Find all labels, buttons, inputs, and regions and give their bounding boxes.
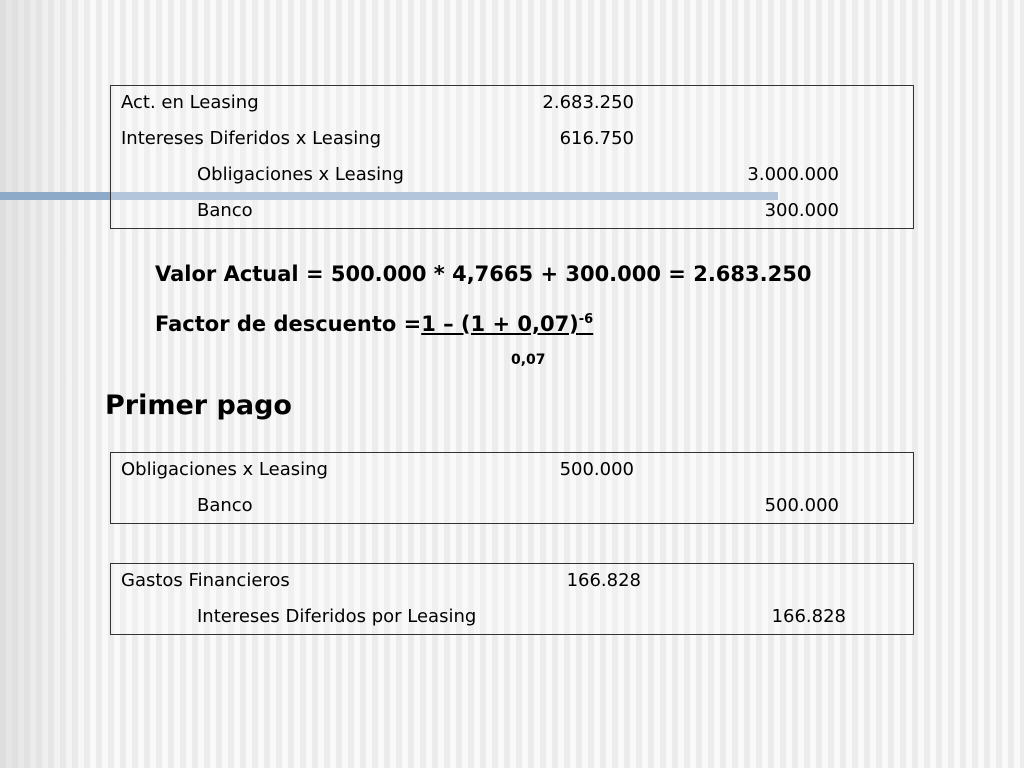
- entry-debit-amount: 166.828: [566, 570, 641, 591]
- entry-account: Intereses Diferidos por Leasing: [197, 606, 477, 627]
- entry-debit-amount: 2.683.250: [542, 92, 634, 113]
- discount-factor-formula: [155, 312, 593, 336]
- journal-entry-initial: [110, 85, 914, 229]
- discount-factor-denominator: 0,07: [511, 352, 546, 368]
- discount-factor-numerator: [421, 312, 593, 336]
- journal-entry-first-payment: [110, 452, 914, 524]
- entry-debit-amount: 616.750: [559, 128, 634, 149]
- entry-credit-amount: 3.000.000: [747, 164, 839, 185]
- entry-credit-amount: 300.000: [764, 200, 839, 221]
- entry-account: Obligaciones x Leasing: [197, 164, 404, 185]
- section-title: Primer pago: [105, 390, 292, 421]
- background-gradient: [0, 0, 90, 768]
- entry-credit-amount: 166.828: [771, 606, 846, 627]
- entry-account: Banco: [197, 200, 253, 221]
- entry-credit-amount: 500.000: [764, 495, 839, 516]
- discount-factor-label: Factor de descuento =: [155, 312, 422, 336]
- entry-account: Act. en Leasing: [121, 92, 259, 113]
- present-value-formula: Valor Actual = 500.000 * 4,7665 + 300.000 = 2.683.250: [155, 262, 812, 286]
- entry-account: Intereses Diferidos x Leasing: [121, 128, 382, 149]
- discount-factor-numerator-text: 1 – (1 + 0,07): [421, 312, 579, 336]
- entry-debit-amount: 500.000: [559, 459, 634, 480]
- entry-account: Gastos Financieros: [121, 570, 290, 591]
- journal-entry-interest: [110, 563, 914, 635]
- entry-account: Banco: [197, 495, 253, 516]
- discount-factor-exponent: -6: [578, 312, 594, 327]
- entry-account: Obligaciones x Leasing: [121, 459, 328, 480]
